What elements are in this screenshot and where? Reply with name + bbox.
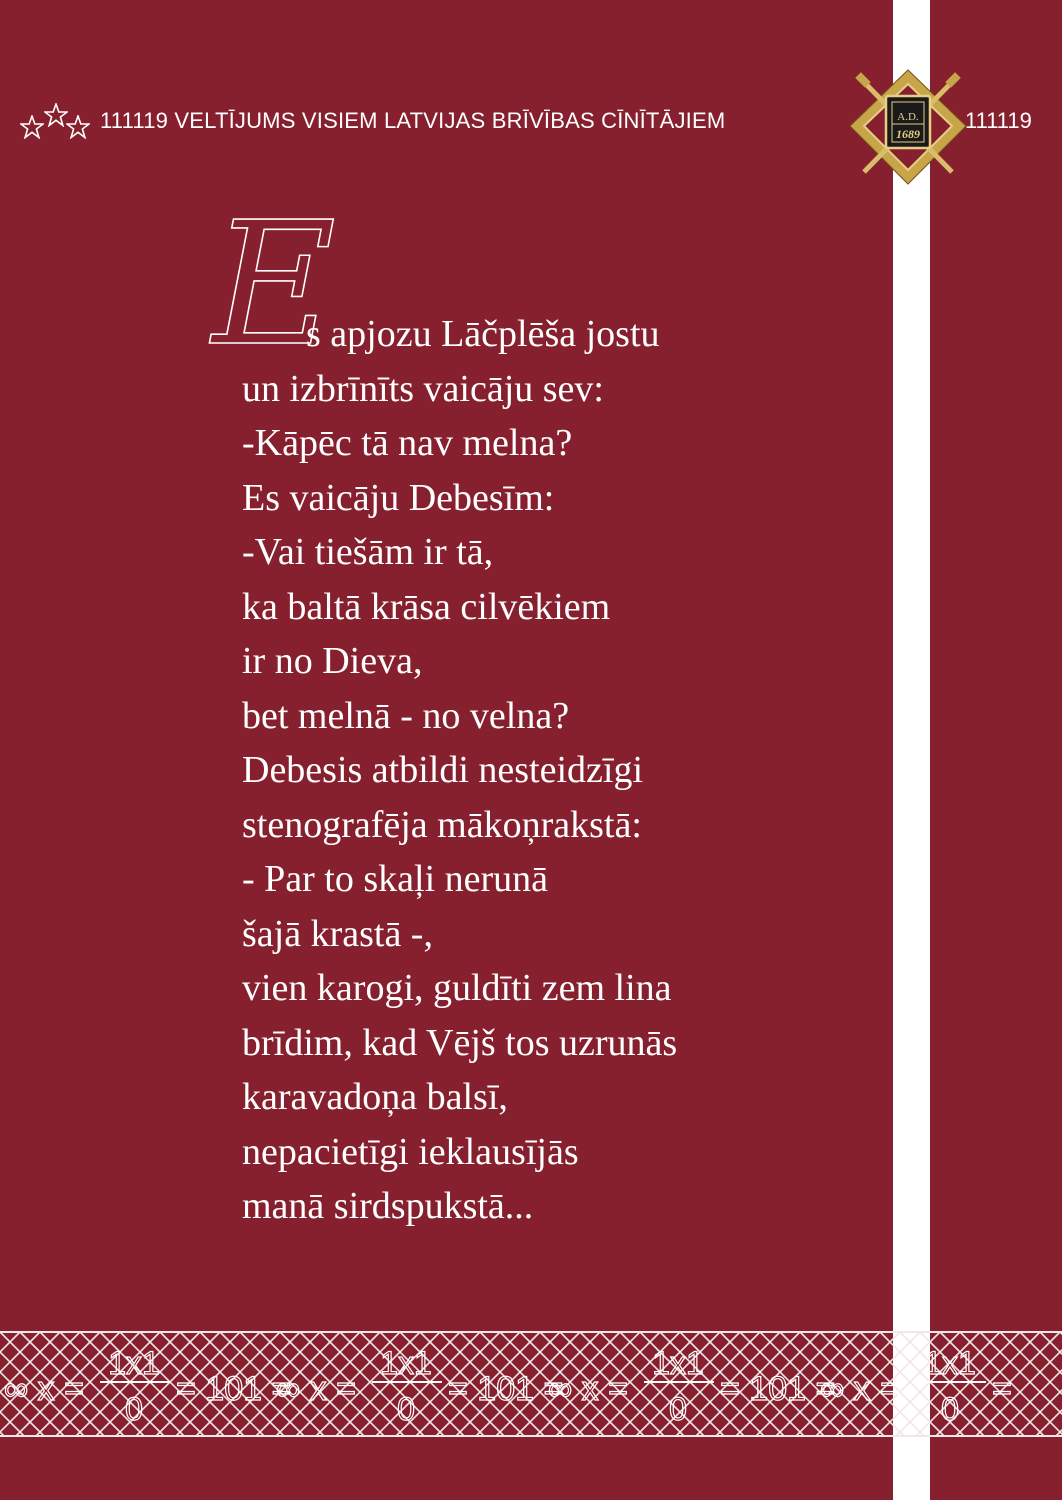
formula-part: 1x1: [924, 1345, 976, 1381]
poem-line: manā sirdspukstā...: [242, 1185, 534, 1227]
header-number-right: 111119: [965, 108, 1032, 133]
lacplesis-order-emblem-icon: [848, 68, 968, 186]
poem-line: šajā krastā -,: [242, 912, 433, 955]
formula-part: = 101 =: [448, 1370, 564, 1408]
formula-part: 0: [941, 1391, 959, 1427]
white-ribbon-stripe: [893, 0, 930, 1500]
formula-part: 1x1: [108, 1345, 160, 1381]
poem-line: ir no Dieva,: [242, 640, 423, 682]
poem-line: brīdim, kad Vējš tos uzrunās: [242, 1021, 678, 1064]
three-stars-icon: [20, 101, 92, 141]
poem-line: ka baltā krāsa cilvēkiem: [242, 585, 611, 628]
poem-line: -Vai tiešām ir tā,: [242, 531, 494, 573]
formula-part: = 101 =: [176, 1370, 292, 1408]
poem-line: stenografēja mākoņrakstā:: [242, 803, 642, 846]
formula-part: ∞ x =: [276, 1370, 356, 1408]
formula-part: = 101 =: [720, 1370, 836, 1408]
header: [20, 106, 725, 136]
poem-line: un izbrīnīts vaicāju sev:: [242, 367, 604, 410]
formula-part: ∞ x =: [548, 1370, 628, 1408]
poem-line: bet melnā - no velna?: [242, 694, 570, 737]
formula-text: [4, 1345, 1012, 1427]
poem-line: nepacietīgi ieklausījās: [242, 1130, 579, 1173]
formula-part: ∞ x =: [820, 1370, 900, 1408]
poem-line: Es vaicāju Debesīm:: [242, 476, 555, 519]
header-title: 111119 VELTĪJUMS VISIEM LATVIJAS BRĪVĪBAS CĪNĪTĀJIEM: [100, 108, 726, 133]
poem: [212, 186, 882, 1234]
poem-line: - Par to skaļi nerunā: [242, 858, 549, 900]
decorative-initial: E: [212, 186, 337, 384]
formula-part: 0: [125, 1391, 143, 1427]
formula-part: ∞ x =: [4, 1370, 84, 1408]
formula-part: 0: [669, 1391, 687, 1427]
poem-line: s apjozu Lāčplēša jostu: [306, 313, 660, 355]
formula-part: =: [992, 1370, 1012, 1408]
ornament-formula-band: [0, 1330, 1062, 1440]
poem-line: -Kāpēc tā nav melna?: [242, 422, 573, 464]
emblem-year-text: 1689: [896, 127, 920, 141]
formula-part: 0: [397, 1391, 415, 1427]
poem-line: vien karogi, guldīti zem lina: [242, 967, 672, 1009]
poem-line: karavadoņa balsī,: [242, 1076, 508, 1118]
emblem-ad-text: A.D.: [897, 111, 919, 123]
formula-part: 1x1: [652, 1345, 704, 1381]
formula-part: 1x1: [380, 1345, 432, 1381]
poem-line: Debesis atbildi nesteidzīgi: [242, 749, 644, 791]
